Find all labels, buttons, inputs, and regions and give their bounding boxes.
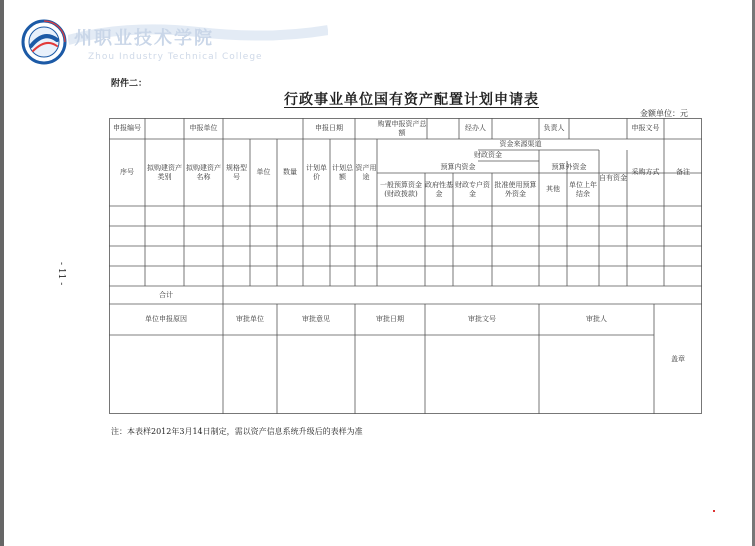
column-header-spec: 规格型号 xyxy=(226,163,247,181)
scan-mark xyxy=(713,510,715,512)
page-title: 行政事业单位国有资产配置计划申请表 xyxy=(284,92,539,108)
column-header-name: 拟购建资产名称 xyxy=(186,163,221,181)
application-date-label: 申报日期 xyxy=(315,124,343,133)
approving-unit-field[interactable] xyxy=(223,335,277,414)
form-footnote: 注：本表样2012年3月14日制定，需以资产信息系统升级后的表样为准 xyxy=(111,427,363,436)
total-row-field[interactable] xyxy=(223,286,702,304)
column-header-self-funded: 自有资金 xyxy=(599,173,627,182)
column-header-plan-total: 计划总额 xyxy=(332,163,353,181)
school-name-cn: 州职业技术学院 xyxy=(74,28,214,49)
applicant-unit-label: 申报单位 xyxy=(189,124,218,133)
funding-source-header: 资金来源渠道 xyxy=(499,140,542,149)
table-row[interactable] xyxy=(109,266,702,286)
scan-left-edge xyxy=(0,0,4,546)
column-header-asset-use: 资产用途 xyxy=(355,163,377,181)
table-row[interactable] xyxy=(109,206,702,226)
amount-unit-label: 金额单位：元 xyxy=(640,109,688,118)
table-row[interactable] xyxy=(109,226,702,246)
budget-in-header: 预算内资金 xyxy=(440,162,476,171)
approval-date-field[interactable] xyxy=(355,335,425,414)
school-name-en: Zhou Industry Technical College xyxy=(88,52,263,62)
asset-application-form xyxy=(109,118,702,414)
approval-date-label: 审批日期 xyxy=(376,315,404,324)
column-header-approved-budget-out: 批准使用预算外资金 xyxy=(494,180,537,198)
approval-no-label: 审批文号 xyxy=(468,315,496,324)
application-no-label: 申报编号 xyxy=(113,124,141,133)
column-header-special-fund: 财政专户资金 xyxy=(455,180,490,198)
approver-label: 审批人 xyxy=(586,315,607,324)
approving-unit-label: 审批单位 xyxy=(236,315,264,324)
applicant-unit-field[interactable] xyxy=(223,118,303,139)
document-no-label: 申报文号 xyxy=(631,124,660,133)
column-header-prior-year-balance: 单位上年结余 xyxy=(569,180,597,198)
total-row-label: 合计 xyxy=(159,290,173,299)
approval-reason-label: 单位申报原因 xyxy=(145,315,187,324)
application-no-field[interactable] xyxy=(145,118,184,139)
approval-no-field[interactable] xyxy=(425,335,539,414)
approval-opinion-label: 审批意见 xyxy=(302,315,330,324)
column-header-other: 其他 xyxy=(546,185,560,194)
document-no-field[interactable] xyxy=(664,118,702,139)
approval-reason-field[interactable] xyxy=(109,335,223,414)
handler-label: 经办人 xyxy=(465,124,486,133)
total-assets-label: 购置申报资产总额 xyxy=(377,119,427,137)
total-assets-field[interactable] xyxy=(427,118,459,139)
column-header-remarks: 备注 xyxy=(676,168,690,177)
page-number: - 11 - xyxy=(56,262,66,286)
approver-field[interactable] xyxy=(539,335,654,414)
column-header-quantity: 数量 xyxy=(283,168,297,177)
table-row[interactable] xyxy=(109,246,702,266)
attachment-label: 附件二： xyxy=(111,79,148,89)
column-header-category: 拟购建资产类别 xyxy=(147,163,182,181)
column-header-government-fund: 政府性基金 xyxy=(425,180,453,198)
application-date-field[interactable] xyxy=(355,118,377,139)
column-header-general-budget: 一般预算资金(财政拨款) xyxy=(380,180,422,198)
seal-label: 盖章 xyxy=(671,354,685,363)
school-emblem-icon xyxy=(20,18,68,66)
person-in-charge-label: 负责人 xyxy=(543,124,565,133)
person-in-charge-field[interactable] xyxy=(569,118,627,139)
column-header-procurement-method: 采购方式 xyxy=(631,168,660,177)
approval-opinion-field[interactable] xyxy=(277,335,355,414)
fiscal-funds-header: 财政资金 xyxy=(474,151,502,160)
column-header-unit: 单位 xyxy=(256,168,271,177)
handler-field[interactable] xyxy=(492,118,539,139)
column-header-plan-price: 计划单价 xyxy=(306,163,327,181)
budget-out-header: 预算外资金 xyxy=(551,162,587,171)
column-header-seq: 序号 xyxy=(120,168,134,177)
